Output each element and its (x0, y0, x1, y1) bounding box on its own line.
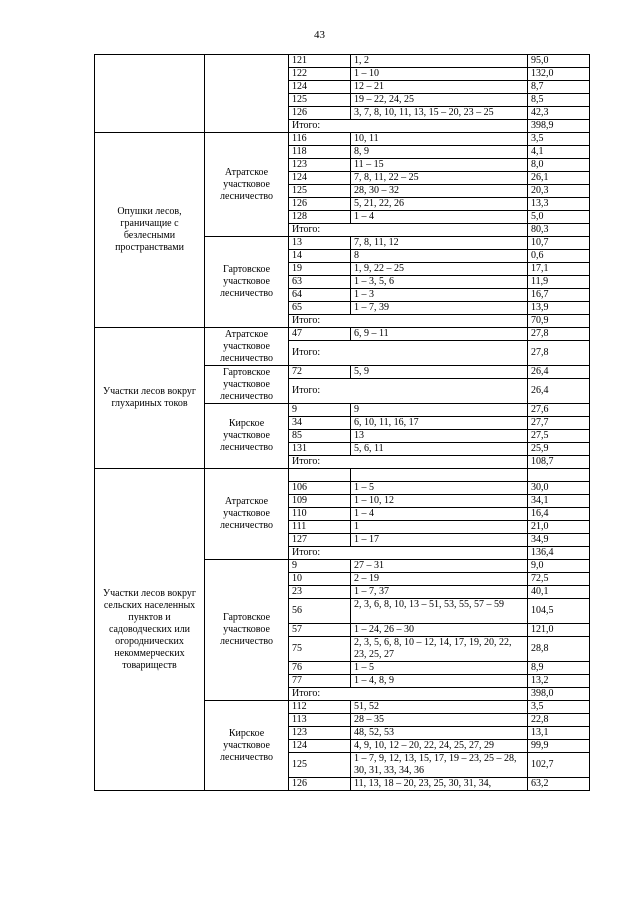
area-cell: 99,9 (528, 740, 590, 753)
quarter-cell: 10 (289, 573, 351, 586)
lots-cell: 1 – 3 (351, 289, 528, 302)
lots-cell: 7, 8, 11, 12 (351, 237, 528, 250)
area-cell: 26,4 (528, 366, 590, 379)
area-cell: 17,1 (528, 263, 590, 276)
quarter-cell: 14 (289, 250, 351, 263)
lots-cell: 13 (351, 430, 528, 443)
quarter-cell: 57 (289, 624, 351, 637)
quarter-cell: 125 (289, 185, 351, 198)
quarter-cell: 126 (289, 778, 351, 791)
total-label: Итого: (289, 456, 528, 469)
table-row (95, 328, 590, 341)
table-row (95, 469, 590, 482)
area-cell: 72,5 (528, 573, 590, 586)
lots-cell: 1 – 10, 12 (351, 495, 528, 508)
quarter-cell: 125 (289, 94, 351, 107)
lots-cell: 1 – 10 (351, 68, 528, 81)
quarter-cell: 77 (289, 675, 351, 688)
district-cell: Атратское участковое лесничество (205, 328, 289, 366)
total-label: Итого: (289, 315, 528, 328)
lots-cell: 19 – 22, 24, 25 (351, 94, 528, 107)
area-cell: 20,3 (528, 185, 590, 198)
quarter-cell: 131 (289, 443, 351, 456)
lots-cell: 27 – 31 (351, 560, 528, 573)
area-cell: 11,9 (528, 276, 590, 289)
area-cell: 8,5 (528, 94, 590, 107)
lots-cell: 8 (351, 250, 528, 263)
lots-cell: 1 – 7, 37 (351, 586, 528, 599)
area-cell: 40,1 (528, 586, 590, 599)
category-cell: Опушки лесов, граничащие с безлесными пространствами (95, 133, 205, 328)
area-cell: 27,8 (528, 328, 590, 341)
quarter-cell: 122 (289, 68, 351, 81)
lots-cell: 1, 9, 22 – 25 (351, 263, 528, 276)
lots-cell: 1 – 5 (351, 482, 528, 495)
total-value: 80,3 (528, 224, 590, 237)
quarter-cell: 64 (289, 289, 351, 302)
quarter-cell: 65 (289, 302, 351, 315)
page-number: 43 (314, 29, 325, 41)
lots-cell: 28, 30 – 32 (351, 185, 528, 198)
area-cell: 27,6 (528, 404, 590, 417)
total-value: 398,9 (528, 120, 590, 133)
lots-cell: 51, 52 (351, 701, 528, 714)
lots-cell: 2 – 19 (351, 573, 528, 586)
lots-cell: 5, 9 (351, 366, 528, 379)
quarter-cell: 85 (289, 430, 351, 443)
area-cell: 8,7 (528, 81, 590, 94)
total-value: 136,4 (528, 547, 590, 560)
quarter-cell: 123 (289, 727, 351, 740)
area-cell: 16,7 (528, 289, 590, 302)
area-cell: 28,8 (528, 637, 590, 662)
area-cell: 34,1 (528, 495, 590, 508)
total-label: Итого: (289, 120, 528, 133)
quarter-cell: 126 (289, 107, 351, 120)
quarter-cell: 118 (289, 146, 351, 159)
quarter-cell: 56 (289, 599, 351, 624)
lots-cell: 1 – 17 (351, 534, 528, 547)
quarter-cell: 110 (289, 508, 351, 521)
area-cell: 3,5 (528, 133, 590, 146)
lots-cell: 6, 10, 11, 16, 17 (351, 417, 528, 430)
quarter-cell: 125 (289, 753, 351, 778)
area-cell: 16,4 (528, 508, 590, 521)
lots-cell: 11, 13, 18 – 20, 23, 25, 30, 31, 34, (351, 778, 528, 791)
district-cell: Атратское участковое лесничество (205, 133, 289, 237)
lots-cell: 1 – 7, 39 (351, 302, 528, 315)
lots-cell: 5, 6, 11 (351, 443, 528, 456)
area-cell: 8,9 (528, 662, 590, 675)
area-cell (528, 469, 590, 482)
quarter-cell: 63 (289, 276, 351, 289)
area-cell: 95,0 (528, 55, 590, 68)
area-cell: 102,7 (528, 753, 590, 778)
total-value: 26,4 (528, 379, 590, 404)
quarter-cell: 75 (289, 637, 351, 662)
area-cell: 26,1 (528, 172, 590, 185)
lots-cell: 28 – 35 (351, 714, 528, 727)
area-cell: 13,1 (528, 727, 590, 740)
area-cell: 13,3 (528, 198, 590, 211)
total-label: Итого: (289, 547, 528, 560)
total-label: Итого: (289, 341, 528, 366)
area-cell: 0,6 (528, 250, 590, 263)
area-cell: 27,7 (528, 417, 590, 430)
area-cell: 27,5 (528, 430, 590, 443)
lots-cell: 3, 7, 8, 10, 11, 13, 15 – 20, 23 – 25 (351, 107, 528, 120)
quarter-cell: 106 (289, 482, 351, 495)
table-body (95, 55, 590, 791)
lots-cell: 2, 3, 5, 6, 8, 10 – 12, 14, 17, 19, 20, 22, 23, 25, 27 (351, 637, 528, 662)
area-cell: 4,1 (528, 146, 590, 159)
quarter-cell: 127 (289, 534, 351, 547)
area-cell: 10,7 (528, 237, 590, 250)
district-cell: Атратское участковое лесничество (205, 469, 289, 560)
lots-cell: 4, 9, 10, 12 – 20, 22, 24, 25, 27, 29 (351, 740, 528, 753)
lots-cell: 5, 21, 22, 26 (351, 198, 528, 211)
lots-cell: 1 – 4, 8, 9 (351, 675, 528, 688)
area-cell: 121,0 (528, 624, 590, 637)
quarter-cell: 121 (289, 55, 351, 68)
lots-cell: 6, 9 – 11 (351, 328, 528, 341)
lots-cell: 48, 52, 53 (351, 727, 528, 740)
area-cell: 25,9 (528, 443, 590, 456)
district-cell: Кирское участковое лесничество (205, 701, 289, 791)
district-cell: Гартовское участковое лесничество (205, 237, 289, 328)
lots-cell: 11 – 15 (351, 159, 528, 172)
category-cell (95, 55, 205, 133)
area-cell: 5,0 (528, 211, 590, 224)
area-cell: 104,5 (528, 599, 590, 624)
total-value: 70,9 (528, 315, 590, 328)
quarter-cell: 124 (289, 81, 351, 94)
quarter-cell: 109 (289, 495, 351, 508)
district-cell: Гартовское участковое лесничество (205, 560, 289, 701)
quarter-cell: 9 (289, 404, 351, 417)
lots-cell: 10, 11 (351, 133, 528, 146)
area-cell: 21,0 (528, 521, 590, 534)
quarter-cell: 9 (289, 560, 351, 573)
quarter-cell: 112 (289, 701, 351, 714)
area-cell: 132,0 (528, 68, 590, 81)
lots-cell: 1 (351, 521, 528, 534)
area-cell: 8,0 (528, 159, 590, 172)
quarter-cell: 76 (289, 662, 351, 675)
lots-cell: 7, 8, 11, 22 – 25 (351, 172, 528, 185)
total-value: 27,8 (528, 341, 590, 366)
lots-cell: 1 – 7, 9, 12, 13, 15, 17, 19 – 23, 25 – 28, 30, 31, 33, 34, 36 (351, 753, 528, 778)
quarter-cell: 34 (289, 417, 351, 430)
lots-cell: 12 – 21 (351, 81, 528, 94)
quarter-cell: 72 (289, 366, 351, 379)
lots-cell: 1 – 24, 26 – 30 (351, 624, 528, 637)
total-label: Итого: (289, 379, 528, 404)
quarter-cell: 47 (289, 328, 351, 341)
quarter-cell: 19 (289, 263, 351, 276)
quarter-cell: 111 (289, 521, 351, 534)
area-cell: 13,2 (528, 675, 590, 688)
table-row (95, 55, 590, 68)
lots-cell: 1 – 4 (351, 211, 528, 224)
forest-areas-table (94, 54, 590, 791)
quarter-cell: 124 (289, 740, 351, 753)
lots-cell: 1 – 3, 5, 6 (351, 276, 528, 289)
area-cell: 42,3 (528, 107, 590, 120)
quarter-cell (289, 469, 351, 482)
category-cell: Участки лесов вокруг сельских населенных пунктов и садоводческих или огороднических некоммерческих товариществ (95, 469, 205, 791)
quarter-cell: 124 (289, 172, 351, 185)
area-cell: 22,8 (528, 714, 590, 727)
table-row (95, 133, 590, 146)
area-cell: 13,9 (528, 302, 590, 315)
lots-cell: 2, 3, 6, 8, 10, 13 – 51, 53, 55, 57 – 59 (351, 599, 528, 624)
area-cell: 34,9 (528, 534, 590, 547)
district-cell: Кирское участковое лесничество (205, 404, 289, 469)
lots-cell: 1 – 4 (351, 508, 528, 521)
quarter-cell: 23 (289, 586, 351, 599)
total-label: Итого: (289, 224, 528, 237)
area-cell: 30,0 (528, 482, 590, 495)
lots-cell: 9 (351, 404, 528, 417)
quarter-cell: 128 (289, 211, 351, 224)
quarter-cell: 123 (289, 159, 351, 172)
area-cell: 3,5 (528, 701, 590, 714)
area-cell: 63,2 (528, 778, 590, 791)
quarter-cell: 126 (289, 198, 351, 211)
quarter-cell: 113 (289, 714, 351, 727)
category-cell: Участки лесов вокруг глухариных токов (95, 328, 205, 469)
lots-cell: 1, 2 (351, 55, 528, 68)
lots-cell (351, 469, 528, 482)
quarter-cell: 13 (289, 237, 351, 250)
total-label: Итого: (289, 688, 528, 701)
lots-cell: 1 – 5 (351, 662, 528, 675)
lots-cell: 8, 9 (351, 146, 528, 159)
total-value: 398,0 (528, 688, 590, 701)
district-cell (205, 55, 289, 133)
area-cell: 9,0 (528, 560, 590, 573)
district-cell: Гартовское участковое лесничество (205, 366, 289, 404)
total-value: 108,7 (528, 456, 590, 469)
quarter-cell: 116 (289, 133, 351, 146)
